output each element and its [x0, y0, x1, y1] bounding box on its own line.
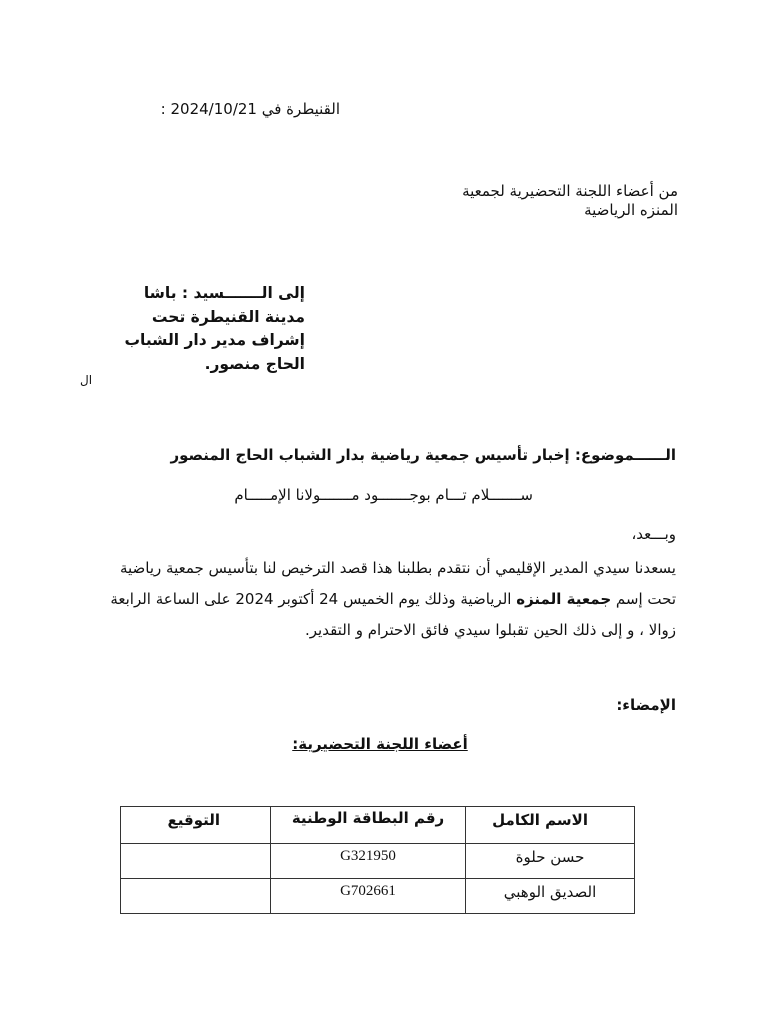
row-1-signature — [121, 844, 271, 879]
row-2-id-text: G702661 — [340, 883, 396, 899]
sender-block — [358, 182, 678, 220]
row-1-name-text: حسن حلوة — [515, 848, 585, 866]
row-2-signature-text — [121, 879, 270, 883]
subject-line: الــــــموضوع: إخبار تأسيس جمعية رياضية بدار الشباب الحاج المنصور — [170, 446, 676, 464]
committee-title: أعضاء اللجنة التحضيرية: — [292, 735, 468, 753]
signature-label: الإمضاء: — [616, 696, 676, 714]
table-row — [121, 844, 635, 879]
recipient-block: إلى الـــــــسيد : باشا مدينة القنيطرة تحت إشراف مدير دار الشباب الحاج منصور. — [124, 284, 305, 373]
row-2-name — [466, 879, 635, 914]
date-line: القنيطرة في 2024/10/21 : — [160, 100, 340, 118]
stray-mark: ال — [80, 373, 93, 387]
row-2-name-text: الصديق الوهبي — [503, 883, 597, 901]
row-2-signature — [121, 879, 271, 914]
row-1-id-text: G321950 — [340, 848, 396, 864]
sender-line-1: من أعضاء اللجنة التحضيرية لجمعية — [462, 182, 678, 200]
row-1-signature-text — [121, 844, 270, 848]
table-header-row — [121, 807, 635, 844]
greeting-line: ســـــــلام تـــام بوجـــــــود مـــــــولانا الإمـــــام — [234, 486, 533, 504]
header-signature-label: التوقيع — [167, 811, 220, 829]
opening-line: وبـــعد، — [631, 525, 676, 543]
row-2-id — [271, 879, 466, 914]
body-paragraph — [100, 553, 676, 646]
header-signature — [121, 807, 271, 844]
row-1-name — [466, 844, 635, 879]
row-1-id — [271, 844, 466, 879]
header-id — [271, 807, 466, 844]
sender-line-2: المنزه الرياضية — [584, 201, 678, 219]
header-name-label: الاسم الكامل — [492, 811, 588, 829]
association-name: جمعية المنزه — [516, 590, 612, 608]
body-part-1: يسعدنا سيدي المدير الإقليمي أن نتقدم بطلبنا هذا قصد الترخيص لنا بتأسيس جمعية رياضية تحت إسم — [119, 559, 676, 608]
members-table — [120, 806, 635, 914]
header-name — [466, 807, 635, 844]
table-row — [121, 879, 635, 914]
header-id-label: رقم البطاقة الوطنية — [291, 809, 445, 827]
body-part-2: الرياضية وذلك يوم الخميس 24 أكتوبر 2024 على الساعة الرابعة زوالا ، و إلى ذلك الحين تقبلوا سيدي فائق الاحترام و التقدير. — [110, 590, 676, 639]
